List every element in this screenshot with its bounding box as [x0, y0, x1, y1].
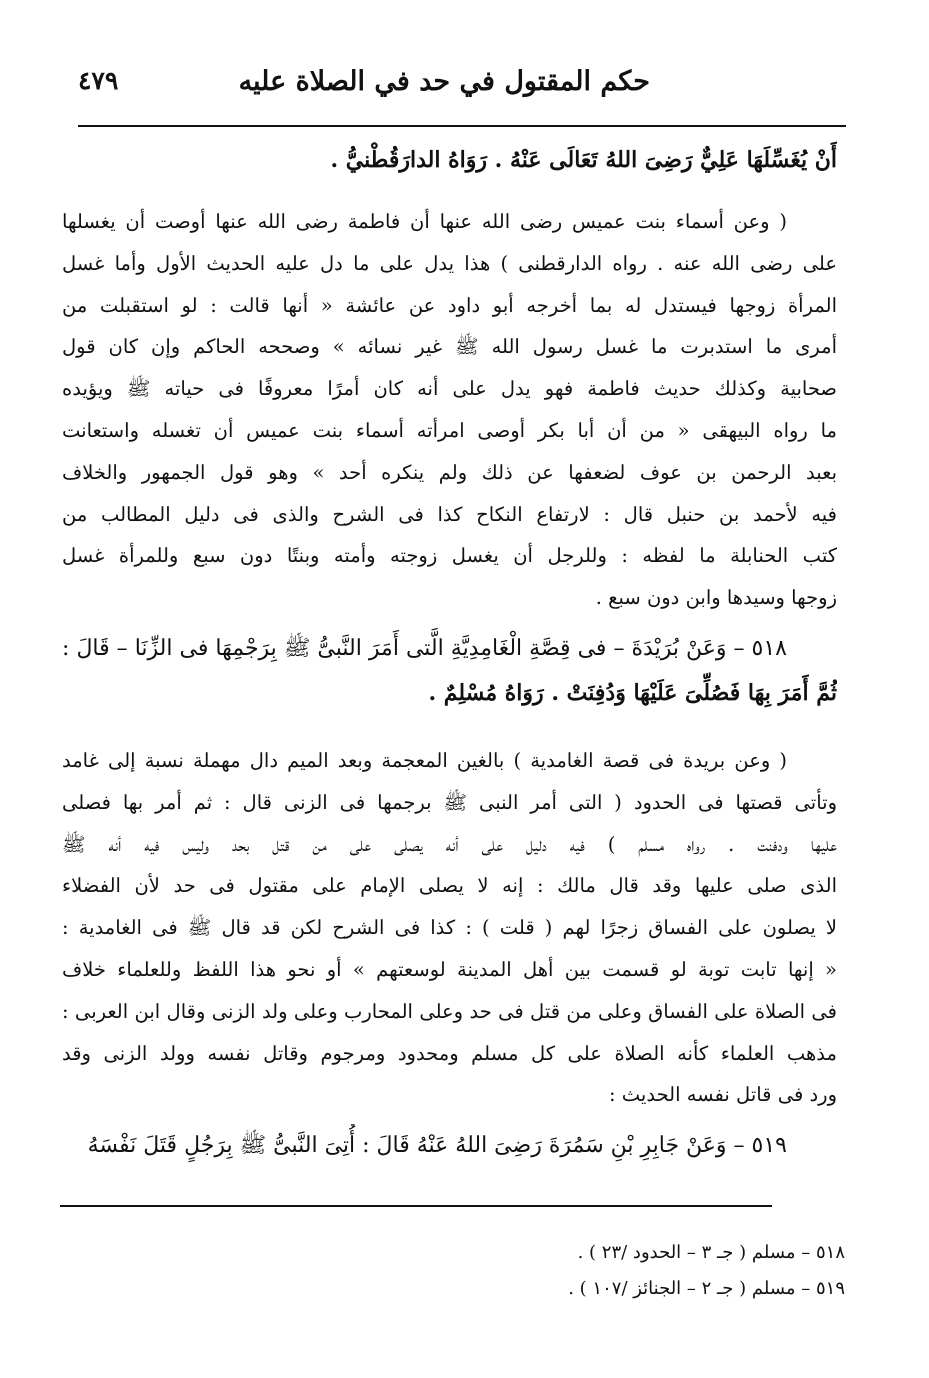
commentary-line: ما رواه البيهقى « من أن أبا بكر أوصى امرأته أسماء بنت عميس أن تغسله واستعانت [62, 418, 837, 442]
commentary-line: مذهب العلماء كأنه الصلاة على كل مسلم ومحدود ومرجوم وقاتل نفسه وولد الزنى وقد [62, 1041, 837, 1065]
commentary-line: فيه لأحمد بن حنبل قال : لارتفاع النكاح كذا فى الشرح والذى فى دليل المطالب من [62, 502, 837, 526]
commentary-line: على رضى الله عنه . رواه الدارقطنى ) هذا يدل على ما دل عليه الحديث الأول وأما غسل [62, 251, 837, 275]
hadith-518 [62, 627, 837, 715]
commentary-line: « إنها تابت توبة لو قسمت بين أهل المدينة لوسعتهم » أو نحو هذا اللفظ وللعلماء خلاف [62, 957, 837, 981]
opening-hadith [62, 138, 837, 182]
commentary-line: فى الصلاة على الفساق وعلى من قتل فى حد وعلى المحارب وعلى ولد الزنى وقال ابن العربى : [62, 999, 837, 1023]
commentary-line: أمرى ما استدبرت ما غسل رسول الله ﷺ غير نسائه » وصححه الحاكم وإن كان قول [62, 335, 837, 359]
commentary-paragraph-2 [62, 740, 837, 1116]
commentary-paragraph-1 [62, 201, 837, 619]
page-number: ٤٧٩ [78, 66, 119, 95]
commentary-line: وتأتى قصتها فى الحدود ( التى أمر النبى ﷺ برجمها فى الزنى قال : ثم أمر بها فصلى [62, 790, 837, 814]
header-rule [78, 125, 846, 127]
commentary-line: بعبد الرحمن بن عوف لضعفها عن ذلك ولم ينكره أحد » وهو قول الجمهور والخلاف [62, 460, 837, 484]
footnote-519: ٥١٩ – مسلم ( جـ ٢ – الجنائز /١٠٧ ) . [568, 1278, 845, 1299]
hadith-line: ٥١٨ – وَعَنْ بُرَيْدَةَ – فى قِصَّةِ الْغَامِدِيَّةِ الَّتى أَمَرَ النَّبىُّ ﷺ بِرَجْمِهَا فى الزِّنَا – قَالَ : [62, 636, 787, 661]
hadith-line: أَنْ يُغَسِّلَهَا عَلِيٌّ رَضِىَ اللهُ تَعَالَى عَنْهُ . رَوَاهُ الدارَقُطْنيُّ . [330, 147, 837, 173]
commentary-line: كتب الحنابلة ما لفظه : وللرجل أن يغسل زوجته وأمته وبنتًا دون سبع وللمرأة غسل [62, 544, 837, 568]
commentary-line: عليها ودفنت . رواه مسلم ) فيه دليل على أنه يصلى على من قتل بحد وليس فيه أنه ﷺ [62, 832, 837, 856]
hadith-line: ٥١٩ – وَعَنْ جَابِرِ بْنِ سَمُرَةَ رَضِىَ اللهُ عَنْهُ قَالَ : أُتِىَ النَّبىُّ ﷺ بِرَجُلٍ قَتَلَ نَفْسَهُ [87, 1133, 787, 1158]
hadith-519 [62, 1124, 837, 1168]
commentary-line: ( وعن أسماء بنت عميس رضى الله عنها أن فاطمة رضى الله عنها أوصت أن يغسلها [62, 210, 787, 233]
commentary-line: ( وعن بريدة فى قصة الغامدية ) بالغين المعجمة وبعد الميم دال مهملة نسبة إلى غامد [62, 749, 787, 772]
chapter-title: حكم المقتول في حد في الصلاة عليه [238, 66, 650, 97]
commentary-line: صحابية وكذلك حديث فاطمة فهو يدل على أنه كان أمرًا معروفًا فى حياته ﷺ ويؤيده [62, 377, 837, 401]
hadith-line: ثُمَّ أَمَرَ بِهَا فَصُلِّىَ عَلَيْهَا وَدُفِنَتْ . رَوَاهُ مُسْلِمٌ . [428, 680, 837, 706]
footnote-518: ٥١٨ – مسلم ( جـ ٣ – الحدود /٢٣ ) . [577, 1242, 845, 1263]
commentary-line: ورد فى قاتل نفسه الحديث : [608, 1083, 837, 1107]
commentary-line: الذى صلى عليها وقد قال مالك : إنه لا يصلى الإمام على مقتول فى حد لأن الفضلاء [62, 874, 837, 898]
footnote-rule [60, 1205, 772, 1207]
running-header [78, 62, 846, 112]
commentary-line: لا يصلون على الفساق زجرًا لهم ( قلت ) : كذا فى الشرح لكن قد قال ﷺ فى الغامدية : [62, 916, 837, 940]
commentary-line: زوجها وسيدها وابن دون سبع . [595, 586, 837, 610]
commentary-line: المرأة زوجها فيستدل له بما أخرجه أبو داود عن عائشة « أنها قالت : لو استقبلت من [62, 293, 837, 317]
footnotes [425, 1235, 845, 1307]
